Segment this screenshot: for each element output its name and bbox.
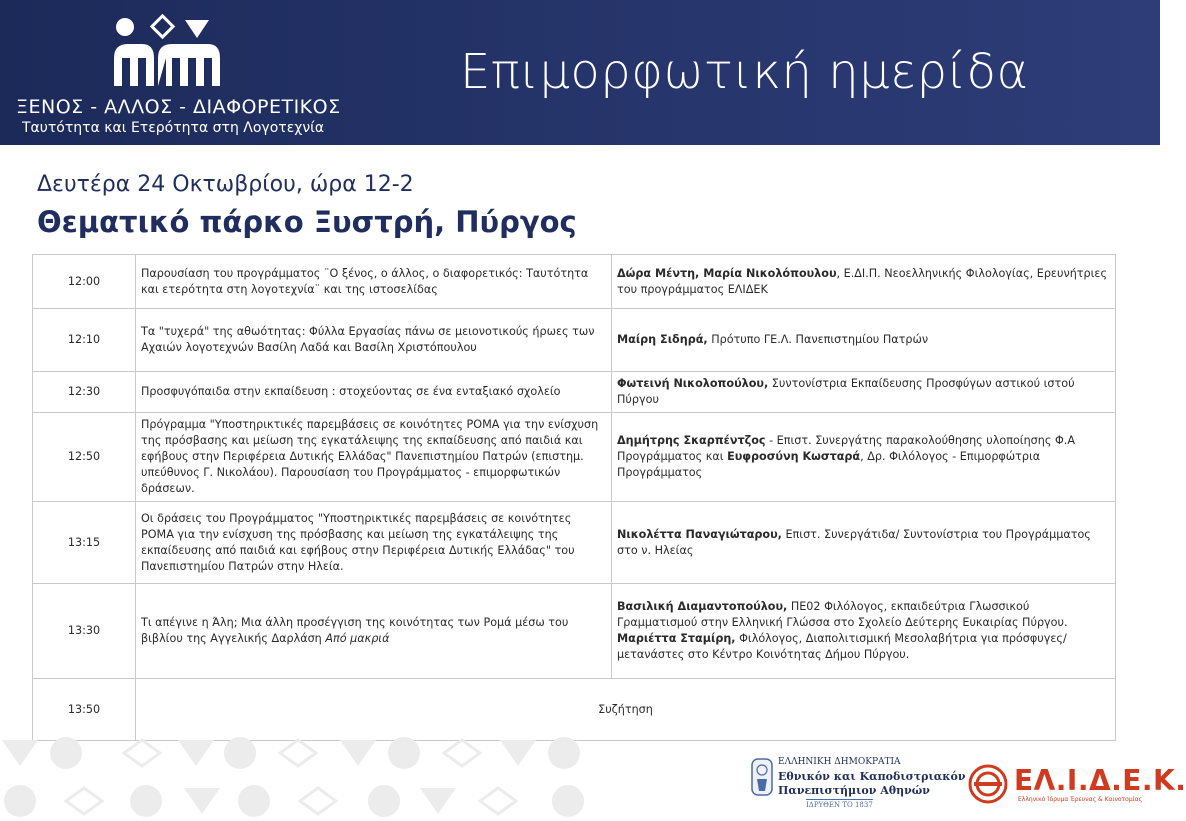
- speaker-cell: [612, 372, 1116, 413]
- uoa-country-label: ΕΛΛΗΝΙΚΗ ΔΗΜΟΚΡΑΤΙΑ: [778, 757, 901, 767]
- time-cell: 12:00: [33, 255, 136, 309]
- event-venue: Θεματικό πάρκο Ξυστρή, Πύργος: [37, 205, 577, 239]
- elidek-subtitle: Ελληνικό Ίδρυμα Έρευνας & Καινοτομίας: [1018, 796, 1143, 803]
- uoa-name-line1: Εθνικόν και Καποδιστριακόν: [778, 770, 966, 783]
- logo-subtitle: Ταυτότητα και Ετερότητα στη Λογοτεχνία: [22, 120, 325, 136]
- table-row: [33, 413, 1116, 502]
- speaker-cell: [612, 502, 1116, 584]
- table-row: [33, 584, 1116, 679]
- speaker-name: Μαριέττα Σταμίρη,: [617, 632, 736, 645]
- topic-cell: Οι δράσεις του Προγράμματος "Υποστηρικτικές παρεμβάσεις σε κοινότητες ΡΟΜΑ για την ενίσχυση της πρόσβασης και μείωση της εγκατάλειψης της εκπαίδευσης από παιδιά και εφήβους στην Περιφέρεια Δυτικής Ελλάδας" του Πανεπιστημίου Πατρών στην Ηλεία.: [136, 502, 612, 584]
- elidek-name: ΕΛ.Ι.Δ.Ε.Κ.: [1014, 764, 1186, 797]
- event-date: Δευτέρα 24 Οκτωβρίου, ώρα 12-2: [37, 172, 414, 197]
- speaker-affiliation: , Ε.ΔΙ.Π. Νεοελληνικής Φιλολογίας, Ερευνήτριες του προγράμματος ΕΛΙΔΕΚ: [617, 266, 1108, 296]
- table-row: [33, 679, 1116, 741]
- speaker-cell: [612, 309, 1116, 372]
- speaker-cell: [612, 255, 1116, 309]
- elidek-logo-icon: [968, 764, 1008, 804]
- topic-text: Τι απέγινε η Άλη; Μια άλλη προσέγγιση της κοινότητας των Ρομά μέσω του βιβλίου της Αγγελικής Δαρλάση: [141, 616, 569, 645]
- decorative-shapes-pattern: [0, 738, 600, 821]
- speaker-name: Βασιλική Διαμαντοπούλου,: [617, 600, 788, 613]
- time-cell: 12:30: [33, 372, 136, 413]
- table-row: [33, 502, 1116, 584]
- logo-title: ΞΕΝΟΣ - ΑΛΛΟΣ - ΔΙΑΦΟΡΕΤΙΚΟΣ: [16, 96, 341, 118]
- speaker-name: Δώρα Μέντη, Μαρία Νικολόπουλου: [617, 266, 837, 280]
- table-row: [33, 255, 1116, 309]
- project-logo-icon: [108, 16, 224, 90]
- speaker-affiliation: Συντονίστρια Εκπαίδευσης Προσφύγων αστικού ιστού Πύργου: [617, 377, 1075, 406]
- book-title: Από μακριά: [325, 632, 390, 645]
- page-title: Επιμορφωτική ημερίδα: [460, 44, 1029, 100]
- topic-cell: Προσφυγόπαιδα στην εκπαίδευση : στοχεύοντας σε ένα ενταξιακό σχολείο: [136, 372, 612, 413]
- uoa-name-line2: Πανεπιστήμιον Αθηνών: [778, 784, 930, 797]
- speaker-affiliation: Φιλόλογος, Διαπολιτισμική Μεσολαβήτρια για πρόσφυγες/μετανάστες στο Κέντρο Κοινότητας Δήμου Πύργου.: [617, 632, 1067, 661]
- schedule-table: [32, 254, 1116, 741]
- uoa-founded: ΙΔΡΥΘΕΝ ΤΟ 1837: [806, 801, 873, 809]
- speaker-name: Ευφροσύνη Κωσταρά: [727, 450, 861, 463]
- table-row: [33, 372, 1116, 413]
- table-row: [33, 309, 1116, 372]
- time-cell: 13:30: [33, 584, 136, 679]
- speaker-name: Φωτεινή Νικολοπούλου,: [617, 377, 769, 390]
- topic-cell: [136, 584, 612, 679]
- speaker-cell: [612, 584, 1116, 679]
- speaker-affiliation: Πρότυπο ΓΕ.Λ. Πανεπιστημίου Πατρών: [707, 333, 929, 346]
- speaker-affiliation: , Δρ. Φιλόλογος - Επιμορφώτρια Προγράμματος: [617, 450, 1041, 479]
- speaker-name: Δημήτρης Σκαρπέντζος: [617, 434, 766, 447]
- speaker-cell: [612, 413, 1116, 502]
- discussion-cell: Συζήτηση: [136, 679, 1116, 741]
- topic-cell: Τα "τυχερά" της αθωότητας: Φύλλα Εργασίας πάνω σε μειονοτικούς ήρωες των Αχαιών λογοτεχνών Βασίλη Λαδά και Βασίλη Χριστόπουλου: [136, 309, 612, 372]
- time-cell: 13:50: [33, 679, 136, 741]
- time-cell: 13:15: [33, 502, 136, 584]
- university-seal-icon: [750, 757, 774, 797]
- topic-cell: Πρόγραμμα "Υποστηρικτικές παρεμβάσεις σε κοινότητες ΡΟΜΑ για την ενίσχυση της πρόσβασης και μείωση της εγκατάλειψης της εκπαίδευσης από παιδιά και εφήβους στην Περιφέρεια Δυτικής Ελλάδας" Πανεπιστημίου Πατρών (επιστημ. υπεύθυνος Γ. Νικολάου). Παρουσίαση του Προγράμματος - επιμορφωτικών δράσεων.: [136, 413, 612, 502]
- speaker-name: Νικολέττα Παναγιώταρου,: [617, 527, 782, 541]
- speaker-affiliation: ΠΕ02 Φιλόλογος, εκπαιδεύτρια Γλωσσικού Γραμματισμού στην Ελληνική Γλώσσα στο Σχολείο Δεύτερης Ευκαιρίας Πύργου.: [617, 600, 1068, 629]
- topic-cell: Παρουσίαση του προγράμματος ¨Ο ξένος, ο άλλος, ο διαφορετικός: Ταυτότητα και ετερότητα στη λογοτεχνία¨ και της ιστοσελίδας: [136, 255, 612, 309]
- time-cell: 12:50: [33, 413, 136, 502]
- speaker-name: Μαίρη Σιδηρά,: [617, 333, 708, 346]
- speaker-affiliation: - Επιστ. Συνεργάτης παρακολούθησης υλοποίησης Φ.Α Προγράμματος και: [617, 434, 1075, 463]
- header-banner: [0, 0, 1160, 145]
- speaker-affiliation: Επιστ. Συνεργάτιδα/ Συντονίστρια του Προγράμματος στο ν. Ηλείας: [617, 527, 1091, 557]
- time-cell: 12:10: [33, 309, 136, 372]
